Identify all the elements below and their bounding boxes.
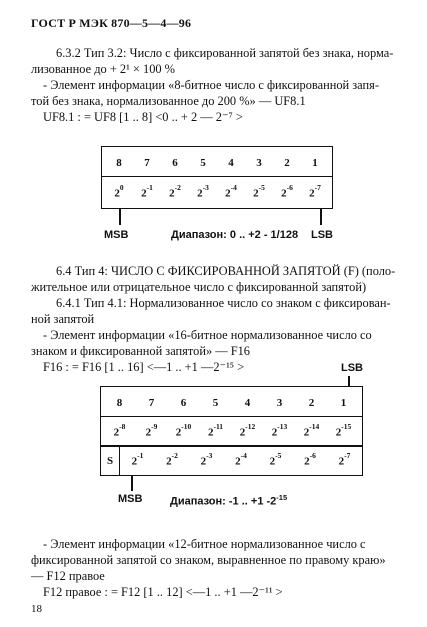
f12-line1: - Элемент информации «12-битное нормализованное число с (43, 537, 366, 551)
lsb-marker (320, 208, 322, 225)
s632-line5: UF8.1 : = UF8 [1 .. 8] <0 .. + 2 — 2⁻⁷ > (43, 110, 243, 124)
document-header: ГОСТ Р МЭК 870—5—4—96 (31, 16, 192, 30)
f12-line4: F12 правое : = F12 [1 .. 12] <—1 .. +1 —2⁻¹¹ > (43, 585, 283, 599)
bit-number: 1 (312, 156, 318, 169)
bit-weight: $2^{-1}$ (131, 450, 144, 468)
bit-number: 8 (116, 156, 122, 169)
bit-weight: $2^{-7}$ (338, 450, 351, 468)
bit-number: 3 (256, 156, 262, 169)
range-label: Диапазон: 0 .. +2 - 1/128 (171, 229, 299, 241)
sign-bit: S (101, 446, 120, 476)
bit-weight: $2^{-7}$ (309, 182, 321, 200)
range-label-f16: Диапазон: -1 .. +1 $-2^{-15}$ (170, 493, 288, 508)
bit-number: 4 (228, 156, 234, 169)
bit-weight: $2^0$ (114, 182, 124, 200)
bit-weight: $2^{-8}$ (113, 421, 126, 439)
bit-weight: $2^{-9}$ (145, 421, 158, 439)
bit-weight: $2^{-5}$ (253, 182, 265, 200)
bit-weight: $2^{-5}$ (269, 450, 282, 468)
msb-label-f16: MSB (118, 493, 143, 505)
s632-line1: 6.3.2 Тип 3.2: Число с фиксированной запятой без знака, норма- (56, 46, 394, 60)
bit-number: 2 (284, 156, 290, 169)
s632-line4: той без знака, нормализованное до 200 %» — UF8.1 (31, 94, 306, 108)
bit-weight: $2^{-3}$ (197, 182, 209, 200)
bit-weight: $2^{-2}$ (169, 182, 181, 200)
bit-weight: $2^{-4}$ (225, 182, 237, 200)
f12-line3: — F12 правое (31, 569, 105, 583)
f16-bit-table (100, 386, 363, 447)
bit-number: 8 (116, 396, 123, 409)
bit-number: 5 (200, 156, 206, 169)
s64-line5: - Элемент информации «16-битное нормализованное число со (43, 328, 372, 342)
msb-marker-f16 (131, 476, 133, 491)
bit-number: 1 (340, 396, 347, 409)
msb-marker (119, 208, 121, 225)
bit-weight: $2^{-11}$ (207, 421, 224, 439)
s64-line4: ной запятой (31, 312, 95, 326)
bit-number-row (102, 147, 333, 177)
bit-weight: $2^{-12}$ (239, 421, 256, 439)
bit-weight: $2^{-3}$ (200, 450, 213, 468)
bit-number: 7 (144, 156, 150, 169)
s64-line2: жительное или отрицательное число с фиксированной запятой) (31, 280, 367, 294)
weight-row-high (120, 446, 363, 476)
lsb-label: LSB (311, 229, 333, 241)
s64-line6: знаком и фиксированной запятой» — F16 (31, 344, 251, 358)
s632-line3: - Элемент информации «8-битное число с фиксированной запя- (43, 78, 379, 92)
s64-line7: F16 : = F16 [1 .. 16] <—1 .. +1 —2⁻¹⁵ > (43, 360, 245, 374)
bit-weight: $2^{-6}$ (281, 182, 293, 200)
s632-line2: лизованное до + 2¹ × 100 % (31, 62, 176, 76)
bit-number: 6 (172, 156, 178, 169)
bit-number: 2 (308, 396, 315, 409)
bit-weight: $2^{-14}$ (303, 421, 320, 439)
uf8-bit-table (101, 146, 333, 209)
bit-number-row (101, 387, 363, 417)
f16-high-byte-table (100, 445, 363, 476)
bit-weight: $2^{-10}$ (175, 421, 192, 439)
s64-line1: 6.4 Тип 4: ЧИСЛО С ФИКСИРОВАННОЙ ЗАПЯТОЙ (F) (поло- (56, 264, 396, 278)
bit-weight: $2^{-15}$ (335, 421, 352, 439)
bit-weight: $2^{-13}$ (271, 421, 288, 439)
bit-number: 7 (148, 396, 155, 409)
bit-weight: $2^{-6}$ (304, 450, 316, 468)
weight-row-low (101, 417, 363, 447)
bit-weight: $2^{-4}$ (235, 450, 247, 468)
bit-number: 4 (244, 396, 251, 409)
bit-number: 5 (212, 396, 219, 409)
bit-number: 3 (276, 396, 283, 409)
page-number: 18 (31, 603, 42, 615)
bit-number: 6 (180, 396, 187, 409)
bit-weight: $2^{-1}$ (141, 182, 153, 200)
bit-weight: $2^{-2}$ (166, 450, 178, 468)
s64-line3: 6.4.1 Тип 4.1: Нормализованное число со знаком с фиксирован- (56, 296, 391, 310)
lsb-label-f16: LSB (341, 362, 363, 374)
weight-row (102, 177, 333, 209)
f12-line2: фиксированной запятой со знаком, выравненное по правому краю» (31, 553, 386, 567)
msb-label: MSB (104, 229, 129, 241)
